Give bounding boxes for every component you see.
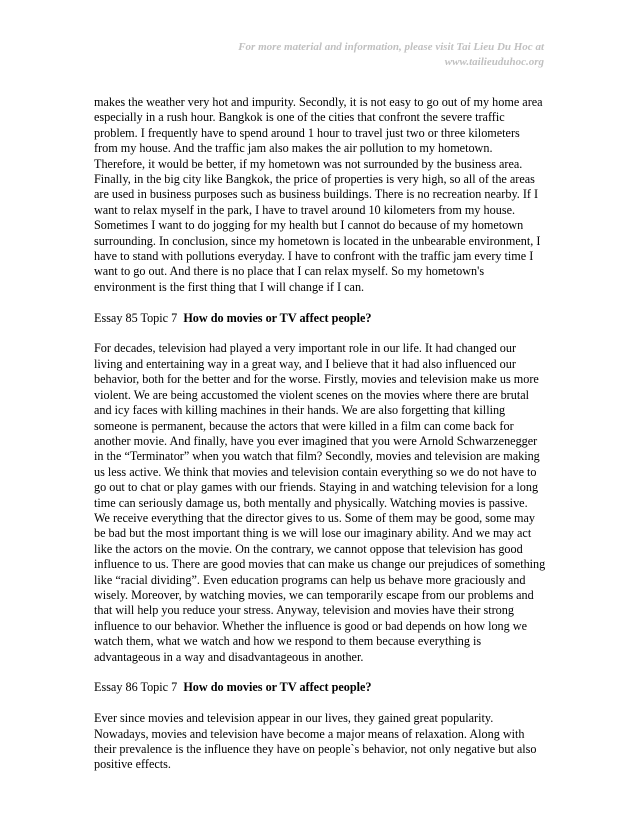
header-website: www.tailieuduhoc.org xyxy=(444,56,544,68)
paragraph-hometown-conclusion: makes the weather very hot and impurity. Secondly, it is not easy to go out of my home area especially in a rush hour. Bangkok is one of the cities that confront the severe traffic problem. I frequently have to spend around 1 hour to travel just two or three kilometers from my house. And the traffic jam also makes the air pollution to my hometown. Therefore, it would be better, if my hometown was not surrounded by the business area. Finally, in the big city like Bangkok, the price of properties is very high, so all of the areas are used in business purposes such as business buildings. There is no recreation nearby. If I want to relax myself in the park, I have to travel around 10 kilometers from my house. Sometimes I want to do jogging for my health but I cannot do because of my hometown surrounding. In conclusion, since my hometown is located in the unbearable environment, I have to stand with pollutions everyday. I have to confront with the traffic jam every time I want to go out. And there is no place that I can relax myself. So my hometown's environment is the first thing that I will change if I can. xyxy=(94,95,543,294)
essay-85-label: Essay 85 Topic 7 xyxy=(94,310,178,325)
essay-85-question: How do movies or TV affect people? xyxy=(183,310,372,325)
paragraph-essay-85: For decades, television had played a very important role in our life. It had changed our living and entertaining way in a great way, and I believe that it had also influenced our behavior, both for the better and for the worse. Firstly, movies and television make us more violent. We are being accustomed the violent scenes on the movies where there are brutal and icy faces with killing machines in their hands. We are also forgetting that killing someone is permanent, because the actors that were killed in a film can come back for another movie. And finally, have you ever imagined that you were Arnold Schwarzenegger in the “Terminator” when you watch that film? Secondly, movies and television are making us less active. We think that movies and television contain everything so we do not have to go out to chat or play games with our friends. Staying in and watching television for a long time can seriously damage us, both mentally and physically. Watching movies is passive. We receive everything that the director gives to us. Some of them may be good, some may be bad but the most important thing is we will lose our imaginary ability. And we may act like the actors on the movie. On the contrary, we cannot oppose that television has good influence to us. There are good movies that can make us change our prejudices of something like “racial dividing”. Even education programs can help us behave more graciously and wisely. Moreover, by watching movies, we can temporarily escape from our problems and that will help you reduce your stress. Anyway, television and movies have their strong influence to our behavior. Whether the influence is good or bad depends on how long we watch them, what we watch and how we respond to them because everything is advantageous in a way and disadvantageous in another. xyxy=(94,341,546,664)
essay-86-label: Essay 86 Topic 7 xyxy=(94,680,178,695)
paragraph-essay-86: Ever since movies and television appear in our lives, they gained great popularity. Nowadays, movies and television have become a major means of relaxation. Along with their prevalence is the influence they have on people`s behavior, not only negative but also positive effects. xyxy=(94,711,537,772)
document-body xyxy=(94,95,546,788)
essay-86-heading xyxy=(94,680,546,695)
essay-85-heading xyxy=(94,311,546,326)
page-header xyxy=(160,40,544,70)
essay-86-question: How do movies or TV affect people? xyxy=(183,680,372,695)
header-line-1: For more material and information, please visit Tai Lieu Du Hoc at xyxy=(238,41,544,53)
